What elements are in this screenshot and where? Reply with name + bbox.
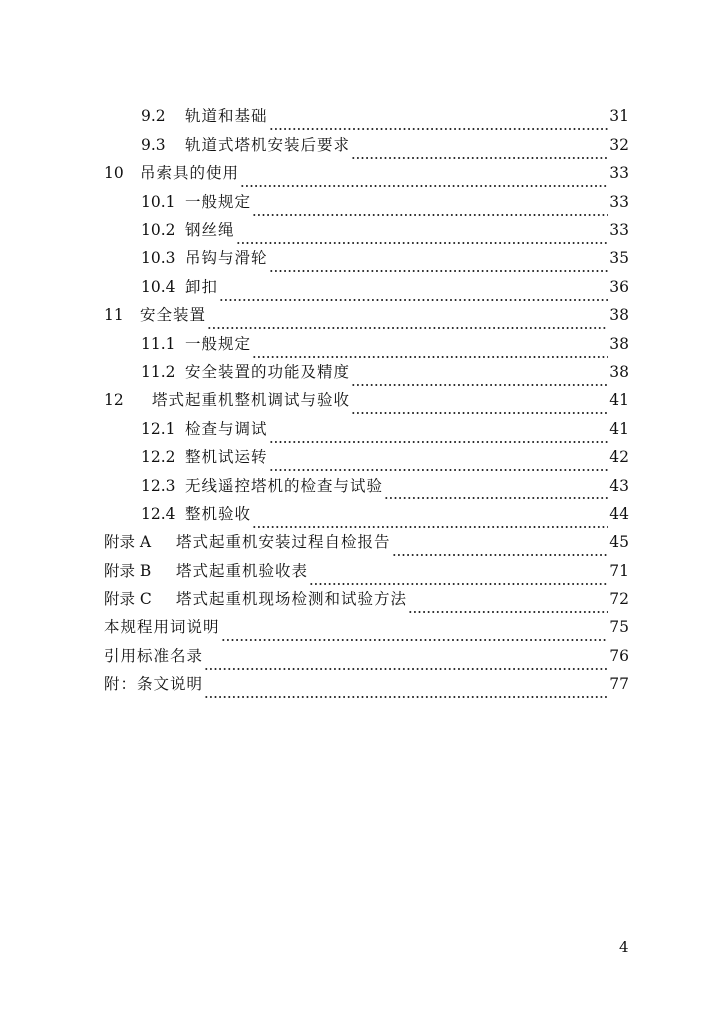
page-number: 4 [619, 938, 629, 956]
toc-entry-number: 11 [104, 306, 124, 325]
toc-entry-page: 72 [609, 590, 629, 609]
dot-leader [252, 202, 608, 217]
toc-entry-number: 11.2 [141, 362, 176, 381]
dot-leader [408, 599, 608, 614]
toc-entry-page: 33 [609, 221, 629, 239]
dot-leader [207, 315, 608, 330]
toc-entry-title: 检查与调试 [185, 419, 268, 438]
toc-entry-number: 附录 A [104, 533, 152, 552]
toc-entry[interactable] [104, 330, 629, 358]
dot-leader [269, 258, 609, 273]
toc-entry-page: 43 [609, 476, 629, 495]
toc-entry-title: 塔式起重机验收表 [176, 561, 309, 580]
toc-entry-title: 引用标准名录 [104, 646, 204, 665]
toc-entry[interactable] [104, 387, 629, 415]
toc-entry[interactable] [104, 529, 629, 557]
toc-entry-page: 77 [609, 675, 629, 694]
toc-entry-number: 12.4 [141, 504, 176, 523]
toc-entry-number: 10.2 [141, 221, 176, 239]
dot-leader [240, 173, 608, 188]
toc-entry-title: 塔式起重机安装过程自检报告 [176, 533, 391, 552]
toc-entry-page: 42 [609, 448, 629, 467]
toc-entry[interactable] [104, 359, 629, 387]
toc-entry-page: 38 [609, 306, 629, 325]
toc-entry-number: 10.1 [141, 192, 176, 211]
toc-entry-page: 41 [609, 391, 629, 410]
toc-entry-page: 41 [609, 419, 629, 438]
toc-entry[interactable] [104, 586, 629, 614]
toc-entry-number: 12 [104, 391, 124, 410]
toc-entry-title: 轨道和基础 [185, 107, 268, 126]
dot-leader [236, 230, 609, 245]
dot-leader [252, 514, 608, 529]
toc-entry-title: 一般规定 [185, 192, 252, 211]
toc-entry-number: 附录 C [104, 590, 152, 609]
toc-entry-page: 35 [609, 249, 629, 268]
dot-leader [309, 571, 608, 586]
toc-entry-title: 卸扣 [185, 277, 219, 296]
toc-entry-title: 本规程用词说明 [104, 618, 220, 637]
toc-entry-page: 36 [609, 277, 629, 296]
toc-entry[interactable] [104, 500, 629, 528]
dot-leader [221, 627, 609, 642]
toc-entry[interactable] [104, 614, 629, 642]
toc-entry[interactable] [104, 131, 629, 159]
toc-entry[interactable] [104, 302, 629, 330]
toc-entry-number: 10 [104, 164, 124, 183]
toc-entry-page: 76 [609, 646, 629, 665]
toc-entry[interactable] [104, 160, 629, 188]
dot-leader [204, 684, 608, 699]
toc-entry-number: 10.4 [141, 277, 176, 296]
dot-leader [351, 400, 608, 415]
toc-entry[interactable] [104, 557, 629, 585]
dot-leader [269, 116, 609, 131]
toc-entry[interactable] [104, 444, 629, 472]
toc-entry-page: 33 [609, 192, 629, 211]
dot-leader [269, 429, 609, 444]
toc-entry[interactable] [104, 217, 629, 245]
toc-entry-page: 44 [609, 504, 629, 523]
toc-entry-title: 钢丝绳 [185, 221, 235, 239]
toc-entry-title: 无线遥控塔机的检查与试验 [185, 476, 384, 495]
toc-entry[interactable] [104, 472, 629, 500]
dot-leader [219, 287, 608, 302]
toc-entry-title: 塔式起重机现场检测和试验方法 [176, 590, 408, 609]
toc-entry-number: 11.1 [141, 334, 176, 353]
toc-entry-title: 整机试运转 [185, 448, 268, 467]
toc-entry-page: 31 [609, 107, 629, 126]
toc-entry-title: 塔式起重机整机调试与验收 [152, 391, 351, 410]
toc-entry-number: 10.3 [141, 249, 176, 268]
toc-entry-number: 12.1 [141, 419, 176, 438]
toc-entry-number: 9.3 [141, 135, 166, 154]
toc-entry-title: 附：条文说明 [104, 675, 204, 694]
toc-entry-title: 吊索具的使用 [140, 164, 240, 183]
toc-entry-number: 12.2 [141, 448, 176, 467]
toc-entry-title: 一般规定 [185, 334, 252, 353]
dot-leader [252, 344, 608, 359]
dot-leader [384, 485, 608, 500]
toc-entry-page: 75 [609, 618, 629, 637]
toc-entry-page: 71 [609, 561, 629, 580]
dot-leader [351, 372, 608, 387]
toc-entry-title: 安全装置的功能及精度 [185, 362, 351, 381]
toc-entry[interactable] [104, 188, 629, 216]
toc-entry-title: 整机验收 [185, 504, 252, 523]
toc-entry-page: 32 [609, 135, 629, 154]
toc-entry-number: 12.3 [141, 476, 176, 495]
dot-leader [351, 145, 608, 160]
toc-entry-page: 38 [609, 334, 629, 353]
dot-leader [392, 542, 609, 557]
toc-entry-title: 安全装置 [140, 306, 207, 325]
toc-entry-title: 吊钩与滑轮 [185, 249, 268, 268]
toc-entry-page: 45 [609, 533, 629, 552]
toc-entry-number: 附录 B [104, 561, 152, 580]
dot-leader [269, 457, 609, 472]
toc-entry-page: 38 [609, 362, 629, 381]
toc-entry[interactable] [104, 415, 629, 443]
dot-leader [204, 656, 608, 671]
toc-entry-number: 9.2 [141, 107, 166, 126]
toc-entry[interactable] [104, 642, 629, 670]
toc-entry[interactable] [104, 103, 629, 131]
table-of-contents [104, 103, 629, 699]
toc-entry[interactable] [104, 245, 629, 273]
toc-entry[interactable] [104, 273, 629, 301]
toc-entry-page: 33 [609, 164, 629, 183]
toc-entry[interactable] [104, 671, 629, 699]
toc-entry-title: 轨道式塔机安装后要求 [185, 135, 351, 154]
